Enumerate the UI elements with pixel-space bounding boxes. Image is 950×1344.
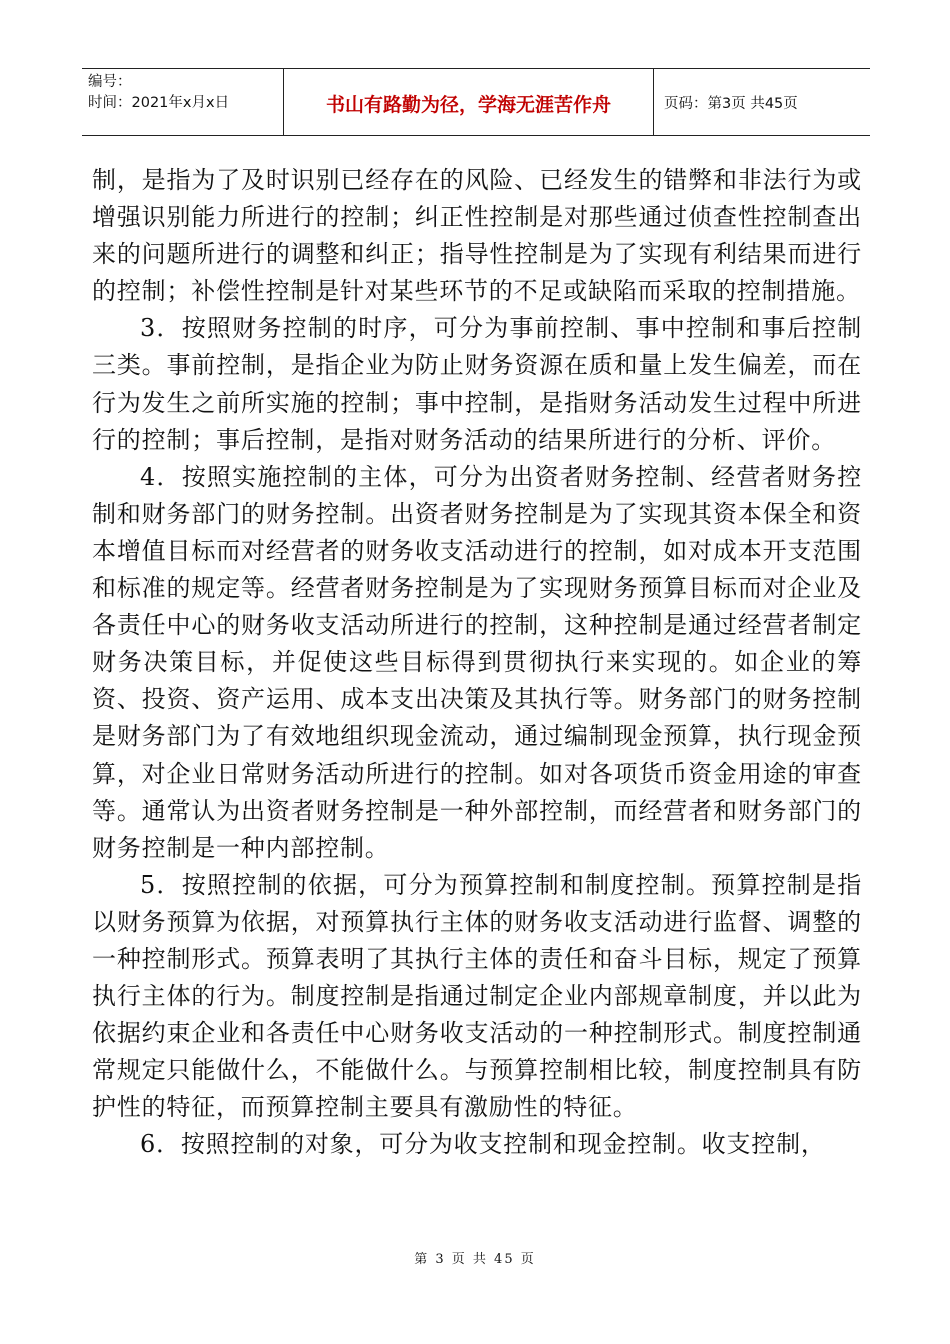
document-number-label: 编号： bbox=[88, 74, 132, 90]
page-footer: 第 3 页 共 45 页 bbox=[414, 1252, 536, 1267]
header-page-info: 页码：第3页 共45页 bbox=[664, 95, 798, 112]
header-motto: 书山有路勤为径，学海无涯苦作舟 bbox=[284, 69, 654, 135]
document-body bbox=[92, 162, 862, 1164]
page-header bbox=[82, 68, 870, 136]
paragraph-item-4: 4．按照实施控制的主体，可分为出资者财务控制、经营者财务控制和财务部门的财务控制。出资者财务控制是为了实现其资本保全和资本增值目标而对经营者的财务收支活动进行的控制，如对成本开支范围和标准的规定等。经营者财务控制是为了实现财务预算目标而对企业及各责任中心的财务收支活动所进行的控制，这种控制是通过经营者制定财务决策目标，并促使这些目标得到贯彻执行来实现的。如企业的筹资、投资、资产运用、成本支出决策及其执行等。财务部门的财务控制是财务部门为了有效地组织现金流动，通过编制现金预算，执行现金预算，对企业日常财务活动所进行的控制。如对各项货币资金用途的审查等。通常认为出资者财务控制是一种外部控制，而经营者和财务部门的财务控制是一种内部控制。 bbox=[92, 462, 862, 862]
header-meta bbox=[82, 69, 284, 135]
paragraph-item-3: 3．按照财务控制的时序，可分为事前控制、事中控制和事后控制三类。事前控制，是指企业为防止财务资源在质和量上发生偏差，而在行为发生之前所实施的控制；事中控制，是指财务活动发生过程中所进行的控制；事后控制，是指对财务活动的结果所进行的分析、评价。 bbox=[92, 314, 862, 454]
document-time-label: 时间：2021年x月x日 bbox=[88, 95, 230, 111]
paragraph-item-6: 6．按照控制的对象，可分为收支控制和现金控制。收支控制， bbox=[140, 1130, 826, 1159]
paragraph-continued: 制，是指为了及时识别已经存在的风险、已经发生的错弊和非法行为或增强识别能力所进行的控制；纠正性控制是对那些通过侦查性控制查出来的问题所进行的调整和纠正；指导性控制是为了实现有利结果而进行的控制；补偿性控制是针对某些环节的不足或缺陷而采取的控制措施。 bbox=[92, 166, 862, 306]
paragraph-item-5: 5．按照控制的依据，可分为预算控制和制度控制。预算控制是指以财务预算为依据，对预算执行主体的财务收支活动进行监督、调整的一种控制形式。预算表明了其执行主体的责任和奋斗目标，规定了预算执行主体的行为。制度控制是指通过制定企业内部规章制度，并以此为依据约束企业和各责任中心财务收支活动的一种控制形式。制度控制通常规定只能做什么，不能做什么。与预算控制相比较，制度控制具有防护性的特征，而预算控制主要具有激励性的特征。 bbox=[92, 870, 862, 1122]
